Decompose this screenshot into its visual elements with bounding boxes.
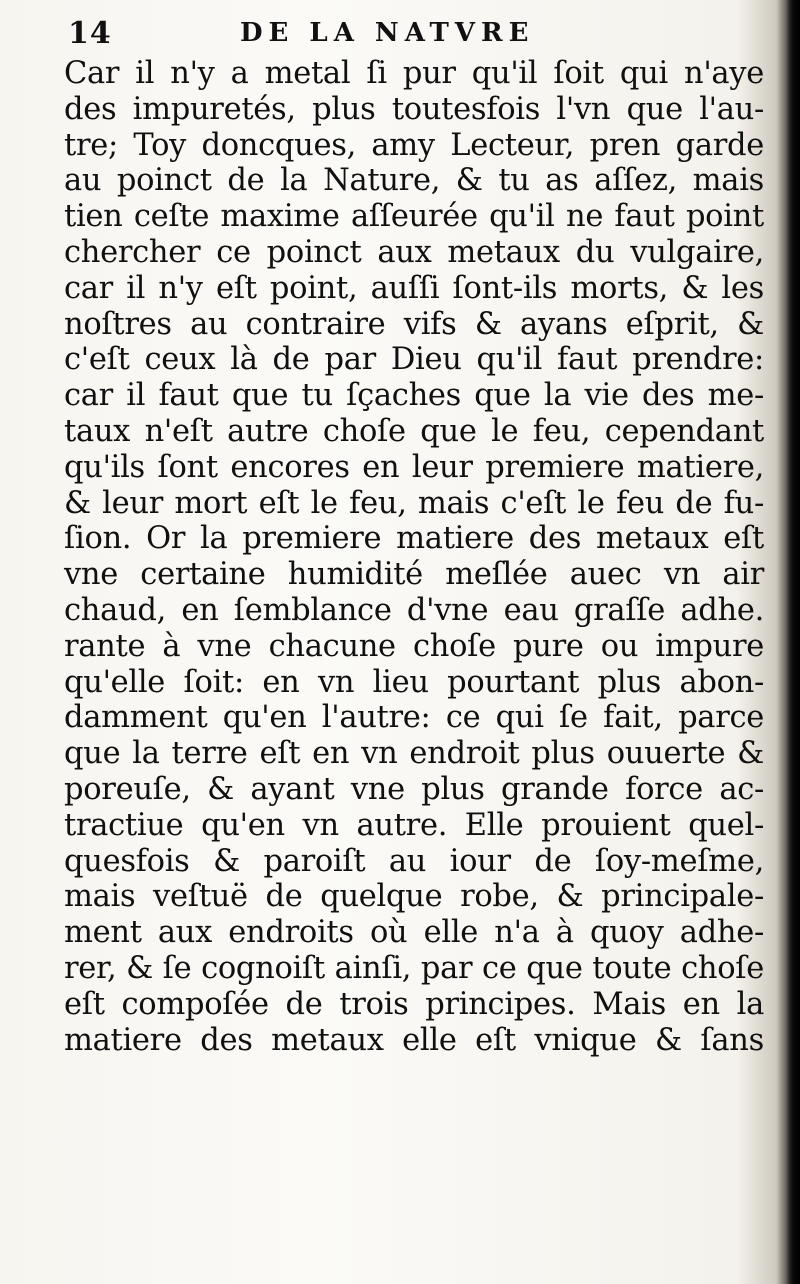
text-line: ſion. Or la premiere matiere des metaux eſt — [64, 521, 764, 557]
text-line: eſt compoſée de trois principes. Mais en la — [64, 986, 764, 1022]
text-line: damment qu'en l'autre: ce qui ſe fait, parce — [64, 700, 764, 736]
text-line: tractiue qu'en vn autre. Elle prouient quel- — [64, 807, 764, 843]
text-line: au poinct de la Nature, & tu as aſſez, mais — [64, 163, 764, 199]
text-line: tre; Toy doncques, amy Lecteur, pren garde — [64, 127, 764, 163]
text-line: rante à vne chacune choſe pure ou impure — [64, 628, 764, 664]
running-head: DE LA NATVRE — [240, 18, 535, 48]
text-line: chaud, en ſemblance d'vne eau graſſe adhe. — [64, 592, 764, 628]
text-line: vne certaine humidité meſlée auec vn air — [64, 557, 764, 593]
text-line: qu'elle ſoit: en vn lieu pourtant plus abon- — [64, 664, 764, 700]
text-line: que la terre eſt en vn endroit plus ouuerte & — [64, 736, 764, 772]
text-line: Car il n'y a metal ſi pur qu'il ſoit qui n'aye — [64, 56, 764, 91]
page-header — [60, 16, 760, 56]
text-line: tien ceſte maxime aſſeurée qu'il ne faut point — [64, 199, 764, 235]
text-line: quesfois & paroiſt au iour de ſoy-meſme, — [64, 843, 764, 879]
page-edge-shadow — [786, 0, 800, 1284]
text-line: car il faut que tu ſçaches que la vie des me- — [64, 378, 764, 414]
text-line: chercher ce poinct aux metaux du vulgaire, — [64, 234, 764, 270]
page-number: 14 — [68, 16, 112, 51]
text-line: qu'ils ſont encores en leur premiere matiere, — [64, 449, 764, 485]
body-text — [64, 56, 764, 1058]
text-line: noſtres au contraire vifs & ayans eſprit, & — [64, 306, 764, 342]
text-line: c'eſt ceux là de par Dieu qu'il faut prendre: — [64, 342, 764, 378]
text-line: car il n'y eſt point, auſſi ſont-ils morts, & les — [64, 270, 764, 306]
text-line: ment aux endroits où elle n'a à quoy adhe- — [64, 915, 764, 951]
text-line: mais veſtuë de quelque robe, & principale- — [64, 879, 764, 915]
text-line: & leur mort eſt le feu, mais c'eſt le feu de fu- — [64, 485, 764, 521]
text-line: rer, & ſe cognoiſt ainſi, par ce que toute choſe — [64, 950, 764, 986]
text-line: des impuretés, plus toutesfois l'vn que l'au- — [64, 91, 764, 127]
text-line: poreuſe, & ayant vne plus grande force ac- — [64, 771, 764, 807]
text-line: matiere des metaux elle eſt vnique & ſans — [64, 1022, 764, 1058]
text-line: taux n'eſt autre choſe que le feu, cependant — [64, 413, 764, 449]
